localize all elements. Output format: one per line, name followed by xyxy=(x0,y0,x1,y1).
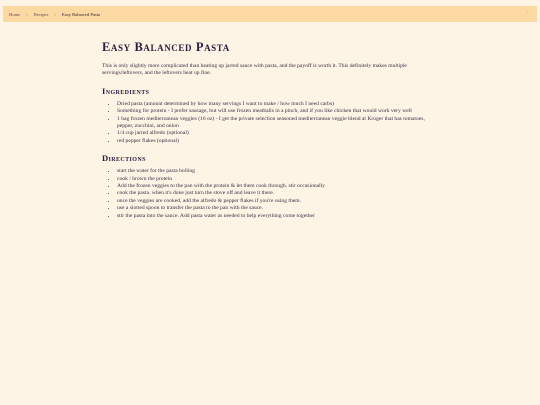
page-title: Easy Balanced Pasta xyxy=(102,40,230,54)
breadcrumb-separator: › xyxy=(26,11,28,17)
list-item: • 1/4 cup jarred alfredo (optional) xyxy=(117,130,438,137)
directions-list xyxy=(102,168,438,220)
breadcrumb xyxy=(9,12,100,17)
list-item: • cook the pasta. when it's done just turn the stove off and leave it there. xyxy=(117,190,438,197)
list-item: • cook / brown the protein xyxy=(117,176,438,183)
breadcrumb-bar xyxy=(3,6,537,22)
list-item: • use a slotted spoon to transfer the pasta to the pan with the sauce. xyxy=(117,205,438,212)
list-item: • stir the pasta into the sauce. Add pasta water as needed to help everything come together xyxy=(117,213,438,220)
list-item: • start the water for the pasta boiling xyxy=(117,168,438,175)
breadcrumb-recipes-link[interactable]: Recipes xyxy=(33,11,49,17)
recipe-intro: This is only slightly more complicated than heating up jarred sauce with pasta, and the payoff is worth it. This definitely makes multiple servings/leftovers, and the leftovers heat up fine. xyxy=(102,63,407,77)
directions-heading: Directions xyxy=(102,153,146,164)
list-item: • red pepper flakes (optional) xyxy=(117,138,438,145)
recipe-content xyxy=(102,30,438,220)
breadcrumb-separator: › xyxy=(54,11,56,17)
list-item: • 1 bag frozen mediterranean veggies (16 oz) - I get the private selection seasoned mediterranean veggie blend at Kroger that has tomatoes, pepper, zucchini, and onion xyxy=(117,116,438,131)
list-item: • once the veggies are cooked, add the alfredo & pepper flakes if you're using them. xyxy=(117,198,438,205)
list-item: • Add the frozen veggies to the pan with the protein & let them cook through. stir occasionally xyxy=(117,183,438,190)
breadcrumb-home-link[interactable]: Home xyxy=(9,11,21,17)
list-item: • Something for protein - I prefer sausage, but will use frozen meatballs in a pinch, and if you like chicken that would work very well xyxy=(117,108,438,115)
ingredients-heading: Ingredients xyxy=(102,85,150,96)
breadcrumb-current: Easy Balanced Pasta xyxy=(62,11,101,17)
ingredients-list xyxy=(102,101,438,145)
corner-dot-icon: · xyxy=(526,10,529,17)
list-item: • Dried pasta (amount determined by how many servings I want to make / how much I need carbs) xyxy=(117,101,438,108)
